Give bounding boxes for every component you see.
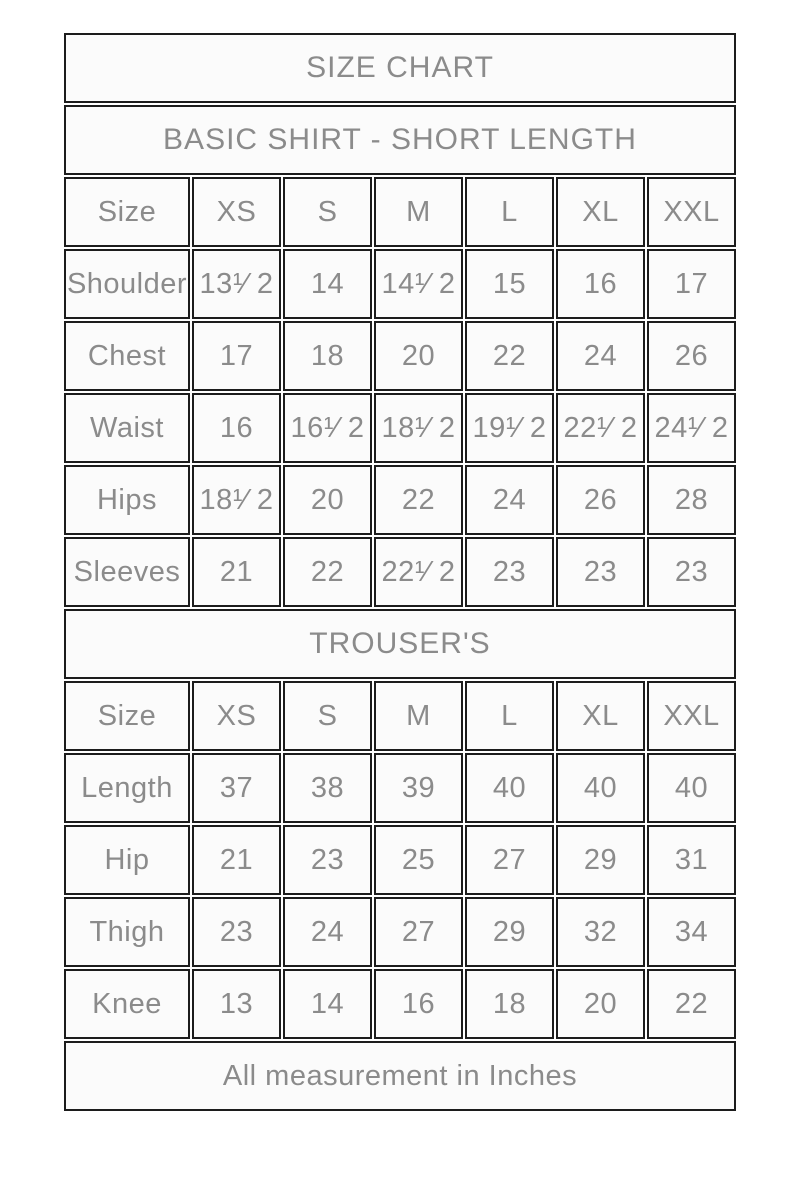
value-cell: 37	[192, 753, 281, 823]
value-cell: 21	[192, 537, 281, 607]
size-header-xl: XL	[556, 681, 645, 751]
value-cell: 21	[192, 825, 281, 895]
row-label: Hip	[64, 825, 190, 895]
value-cell: 39	[374, 753, 463, 823]
row-label: Hips	[64, 465, 190, 535]
value-cell: 40	[556, 753, 645, 823]
value-cell: 26	[556, 465, 645, 535]
size-header-label: Size	[64, 177, 190, 247]
shirt-row-waist	[64, 393, 736, 463]
value-cell: 27	[465, 825, 554, 895]
value-cell: 15	[465, 249, 554, 319]
shirt-size-header-row	[64, 177, 736, 247]
row-label: Sleeves	[64, 537, 190, 607]
trouser-section-header: TROUSER'S	[64, 609, 736, 679]
row-label: Thigh	[64, 897, 190, 967]
size-chart-table	[62, 31, 738, 1113]
value-cell: 16	[556, 249, 645, 319]
value-cell: 16	[192, 393, 281, 463]
row-label: Chest	[64, 321, 190, 391]
shirt-section-header: BASIC SHIRT - SHORT LENGTH	[64, 105, 736, 175]
size-header-s: S	[283, 681, 372, 751]
row-label: Length	[64, 753, 190, 823]
value-cell: 23	[465, 537, 554, 607]
shirt-section-header-row	[64, 105, 736, 175]
value-cell: 26	[647, 321, 736, 391]
value-cell: 24	[556, 321, 645, 391]
value-cell: 40	[647, 753, 736, 823]
value-cell: 32	[556, 897, 645, 967]
value-cell: 22¹⁄ 2	[374, 537, 463, 607]
value-cell: 22¹⁄ 2	[556, 393, 645, 463]
value-cell: 20	[283, 465, 372, 535]
shirt-row-shoulder	[64, 249, 736, 319]
size-header-l: L	[465, 681, 554, 751]
value-cell: 18¹⁄ 2	[374, 393, 463, 463]
value-cell: 19¹⁄ 2	[465, 393, 554, 463]
size-header-xl: XL	[556, 177, 645, 247]
value-cell: 20	[556, 969, 645, 1039]
value-cell: 23	[556, 537, 645, 607]
value-cell: 22	[374, 465, 463, 535]
value-cell: 14	[283, 969, 372, 1039]
value-cell: 29	[465, 897, 554, 967]
size-header-s: S	[283, 177, 372, 247]
value-cell: 28	[647, 465, 736, 535]
value-cell: 18	[465, 969, 554, 1039]
value-cell: 20	[374, 321, 463, 391]
value-cell: 13	[192, 969, 281, 1039]
value-cell: 17	[647, 249, 736, 319]
size-header-xs: XS	[192, 177, 281, 247]
value-cell: 22	[647, 969, 736, 1039]
value-cell: 18¹⁄ 2	[192, 465, 281, 535]
value-cell: 31	[647, 825, 736, 895]
trouser-size-header-row	[64, 681, 736, 751]
chart-title: SIZE CHART	[64, 33, 736, 103]
size-header-l: L	[465, 177, 554, 247]
row-label: Shoulder	[64, 249, 190, 319]
value-cell: 22	[283, 537, 372, 607]
shirt-row-sleeves	[64, 537, 736, 607]
value-cell: 24	[283, 897, 372, 967]
footer-row	[64, 1041, 736, 1111]
size-header-m: M	[374, 177, 463, 247]
size-header-xs: XS	[192, 681, 281, 751]
size-header-label: Size	[64, 681, 190, 751]
trouser-row-hip	[64, 825, 736, 895]
value-cell: 14¹⁄ 2	[374, 249, 463, 319]
value-cell: 22	[465, 321, 554, 391]
size-header-xxl: XXL	[647, 177, 736, 247]
value-cell: 17	[192, 321, 281, 391]
value-cell: 24¹⁄ 2	[647, 393, 736, 463]
value-cell: 40	[465, 753, 554, 823]
value-cell: 24	[465, 465, 554, 535]
title-row	[64, 33, 736, 103]
row-label: Waist	[64, 393, 190, 463]
value-cell: 27	[374, 897, 463, 967]
trouser-row-thigh	[64, 897, 736, 967]
value-cell: 13¹⁄ 2	[192, 249, 281, 319]
value-cell: 16	[374, 969, 463, 1039]
value-cell: 38	[283, 753, 372, 823]
value-cell: 34	[647, 897, 736, 967]
value-cell: 18	[283, 321, 372, 391]
value-cell: 16¹⁄ 2	[283, 393, 372, 463]
size-header-xxl: XXL	[647, 681, 736, 751]
size-header-m: M	[374, 681, 463, 751]
footer-note: All measurement in Inches	[64, 1041, 736, 1111]
row-label: Knee	[64, 969, 190, 1039]
value-cell: 23	[283, 825, 372, 895]
value-cell: 29	[556, 825, 645, 895]
value-cell: 14	[283, 249, 372, 319]
trouser-section-header-row	[64, 609, 736, 679]
trouser-row-knee	[64, 969, 736, 1039]
value-cell: 25	[374, 825, 463, 895]
value-cell: 23	[647, 537, 736, 607]
shirt-row-hips	[64, 465, 736, 535]
shirt-row-chest	[64, 321, 736, 391]
value-cell: 23	[192, 897, 281, 967]
trouser-row-length	[64, 753, 736, 823]
